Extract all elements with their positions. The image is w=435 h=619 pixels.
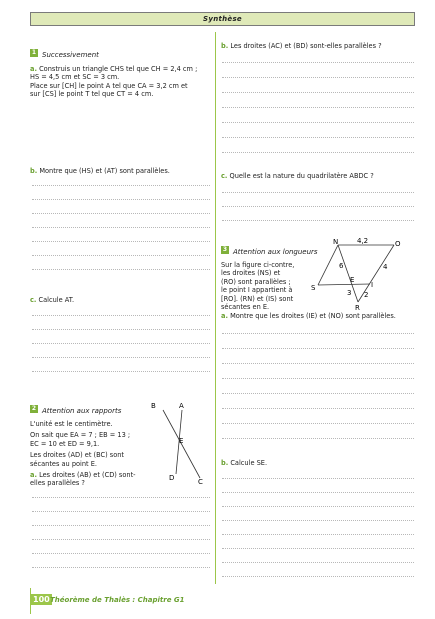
question-text: Place sur [CH] le point A tel que CA = 3,2 cm et [30, 81, 188, 90]
question-label: c. [30, 296, 37, 304]
length-label: 3 [347, 289, 352, 297]
question-3b [221, 459, 416, 467]
answer-line[interactable] [32, 227, 210, 228]
point-label: E [350, 276, 355, 284]
question-1c [30, 296, 212, 304]
point-label: C [198, 478, 203, 486]
point-label: O [395, 240, 401, 248]
page-number: 100 [33, 595, 50, 604]
point-label: D [169, 474, 175, 482]
point-label: E [179, 437, 184, 445]
question-1-right-c [221, 172, 416, 180]
question-label: a. [30, 471, 37, 480]
answer-line[interactable] [222, 137, 414, 138]
answer-line[interactable] [32, 371, 210, 372]
question-label: b. [221, 42, 229, 50]
answer-line[interactable] [222, 393, 414, 394]
statement-text: L'unité est le centimètre. [30, 420, 113, 428]
exercise-2 [30, 398, 150, 488]
answer-line[interactable] [222, 92, 414, 93]
answer-line[interactable] [32, 269, 210, 270]
footer-title: Théorème de Thalès : Chapitre G1 [50, 596, 185, 604]
statement-text: Les droites (AD) et (BC) sont [30, 451, 124, 460]
exercise-3 [221, 239, 318, 312]
answer-line[interactable] [222, 333, 414, 334]
answer-line[interactable] [32, 343, 210, 344]
answer-line[interactable] [222, 423, 414, 424]
answer-line[interactable] [222, 378, 414, 379]
answer-line[interactable] [32, 357, 210, 358]
point-label: B [151, 402, 156, 410]
answer-line[interactable] [222, 348, 414, 349]
point-label: S [311, 284, 316, 292]
answer-line[interactable] [222, 478, 414, 479]
question-label: a. [221, 312, 228, 320]
statement-text: le point I appartient à [221, 286, 293, 295]
point-label: R [355, 304, 360, 312]
answer-line[interactable] [222, 220, 414, 221]
question-text: Les droites (AB) et (CD) sont- [36, 471, 136, 480]
exercise-number: 2 [31, 404, 37, 412]
statement-text: EC = 10 et ED = 9,1. [30, 439, 100, 448]
statement-text: (RO) sont parallèles ; [221, 277, 291, 286]
exercise-1 [30, 42, 212, 99]
exercise-title: Successivement [42, 51, 99, 59]
figure-ex2 [148, 398, 208, 486]
answer-line[interactable] [222, 408, 414, 409]
answer-line[interactable] [32, 255, 210, 256]
question-1b [30, 167, 212, 175]
answer-line[interactable] [222, 122, 414, 123]
answer-line[interactable] [222, 363, 414, 364]
answer-line[interactable] [222, 548, 414, 549]
statement-text: On sait que EA = 7 ; EB = 13 ; [30, 431, 131, 440]
exercise-number: 1 [31, 48, 37, 56]
question-text: Construis un triangle CHS tel que CH = 2,4 cm ; [36, 65, 198, 73]
question-1-right-b [221, 42, 416, 50]
answer-line[interactable] [32, 185, 210, 186]
answer-line[interactable] [222, 438, 414, 439]
length-label: 2 [364, 291, 369, 299]
answer-line[interactable] [222, 192, 414, 193]
section-header: Synthèse [30, 12, 415, 26]
length-label: 4,2 [357, 237, 369, 245]
answer-line[interactable] [32, 315, 210, 316]
statement-text: Sur la figure ci-contre, [221, 261, 295, 269]
answer-line[interactable] [32, 213, 210, 214]
question-text: Les droites (AC) et (BD) sont-elles parallèles ? [228, 42, 382, 50]
answer-line[interactable] [32, 525, 210, 526]
statement-text: les droites (NS) et [221, 269, 281, 278]
figure-ex3 [308, 236, 408, 312]
question-label: c. [221, 172, 228, 180]
answer-line[interactable] [222, 62, 414, 63]
question-text: Montre que (HS) et (AT) sont parallèles. [37, 167, 170, 175]
exercise-title: Attention aux longueurs [233, 248, 318, 256]
answer-line[interactable] [32, 497, 210, 498]
column-divider [215, 32, 216, 584]
answer-line[interactable] [222, 152, 414, 153]
point-label: N [333, 238, 339, 246]
answer-line[interactable] [32, 539, 210, 540]
length-label: 6 [339, 262, 344, 270]
question-label: a. [30, 65, 37, 73]
question-label: b. [30, 167, 38, 175]
answer-line[interactable] [222, 506, 414, 507]
statement-text: [RO]. (RN) et (IS) sont [221, 294, 294, 303]
question-text: elles parallèles ? [30, 479, 85, 488]
answer-line[interactable] [222, 520, 414, 521]
answer-line[interactable] [32, 511, 210, 512]
point-label: I [371, 281, 374, 289]
question-text: HS = 4,5 cm et SC = 3 cm. [30, 73, 120, 82]
point-label: A [179, 402, 184, 410]
exercise-number: 3 [222, 245, 228, 253]
statement-text: sécantes au point E. [30, 459, 97, 468]
length-label: 4 [383, 263, 388, 271]
answer-line[interactable] [222, 77, 414, 78]
answer-line[interactable] [222, 206, 414, 207]
question-text: Calcule SE. [228, 459, 268, 467]
answer-line[interactable] [222, 534, 414, 535]
exercise-title: Attention aux rapports [42, 407, 122, 415]
answer-line[interactable] [32, 553, 210, 554]
statement-text: sécantes en E. [221, 303, 270, 312]
answer-line[interactable] [222, 576, 414, 577]
answer-line[interactable] [32, 567, 210, 568]
answer-line[interactable] [222, 562, 414, 563]
question-label: b. [221, 459, 229, 467]
question-text: sur [CS] le point T tel que CT = 4 cm. [30, 90, 154, 99]
answer-line[interactable] [222, 107, 414, 108]
answer-line[interactable] [32, 329, 210, 330]
question-text: Calcule AT. [36, 296, 75, 304]
answer-line[interactable] [222, 492, 414, 493]
answer-line[interactable] [32, 241, 210, 242]
question-3a [221, 312, 416, 320]
question-text: Quelle est la nature du quadrilatère ABDC ? [227, 172, 374, 180]
answer-line[interactable] [32, 199, 210, 200]
question-text: Montre que les droites (IE) et (NO) sont parallèles. [227, 312, 396, 320]
